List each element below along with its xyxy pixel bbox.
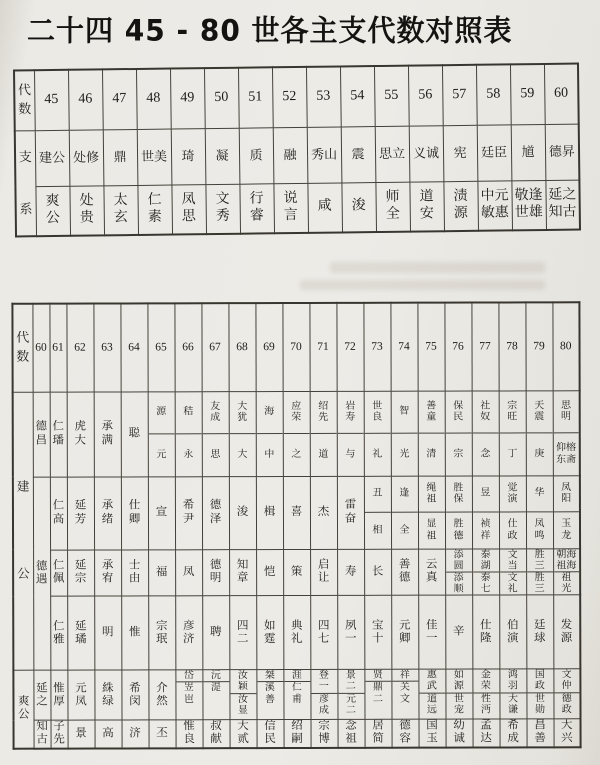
name-cell: 福 <box>148 549 175 596</box>
corner-cell: 代 数 <box>14 70 35 130</box>
generation-header-cell: 63 <box>93 303 120 391</box>
name-cell-upper: 景 二 <box>338 670 364 693</box>
split-name-cell <box>418 476 445 549</box>
name-cell: 秀山 <box>307 126 342 182</box>
name-cell: 太 玄 <box>103 185 138 235</box>
name-cell-lower: 仕 政 <box>507 518 518 541</box>
split-name-cell <box>202 670 229 720</box>
name-cell: 大 兴 <box>554 719 581 747</box>
name-cell-lower: 胜 德 <box>453 518 464 542</box>
name-cell: 济 <box>122 720 149 748</box>
name-cell-upper: 源 <box>148 392 174 434</box>
name-cell-upper: 逢 <box>391 476 417 512</box>
name-cell-lower: 世 勋 <box>534 692 545 716</box>
name-cell: 士 由 <box>121 549 148 596</box>
name-cell-upper: 华 <box>526 476 552 512</box>
split-name-cell <box>148 391 175 476</box>
name-cell: 浚 <box>341 182 376 232</box>
name-cell-upper: 惠 武 <box>419 670 445 693</box>
name-cell: 国 玉 <box>419 719 446 747</box>
split-name-cell <box>499 390 526 475</box>
name-cell-lower: 汝 显 <box>237 693 248 716</box>
name-cell-lower: 显 祖 <box>426 518 437 542</box>
split-name-cell <box>526 475 553 548</box>
split-name-cell <box>283 670 310 720</box>
name-cell-lower: 宗 <box>453 448 464 460</box>
name-cell: 思立 <box>375 126 410 182</box>
name-cell-upper: 绳 祖 <box>418 476 444 512</box>
name-cell-upper: 添 圆 <box>446 549 472 572</box>
name-cell-upper: 世 良 <box>364 391 390 433</box>
name-cell-upper: 文 仲 <box>554 670 580 693</box>
split-name-cell <box>472 390 499 475</box>
generation-header-cell: 64 <box>120 303 147 391</box>
name-cell-lower: 仰榕 东斋 <box>556 442 577 465</box>
name-cell: 延之 知古 <box>545 180 580 230</box>
name-cell: 寿 <box>337 549 364 596</box>
name-cell: 恺 <box>256 549 283 596</box>
corner-cell: 代 数 <box>12 304 32 392</box>
split-name-cell <box>526 669 553 719</box>
name-cell-upper: 涯 <box>284 670 310 682</box>
split-name-cell <box>445 549 472 596</box>
name-cell-upper: 宗 旺 <box>499 391 525 433</box>
name-cell-upper: 泰 湖 <box>473 549 499 572</box>
name-cell: 仁 佩 <box>50 550 67 597</box>
name-cell: 四 二 <box>229 596 256 670</box>
name-cell-lower: 清 <box>426 448 437 460</box>
name-cell: 孟 达 <box>473 719 500 747</box>
name-cell-lower: 祖 光 <box>561 572 572 595</box>
generation-header-cell: 54 <box>340 66 375 126</box>
branch-label-cell: 支 系 <box>15 130 36 236</box>
generation-header-cell: 47 <box>102 69 137 129</box>
name-cell-lower: 之 <box>291 448 302 460</box>
name-cell: 居 简 <box>365 720 392 748</box>
name-cell: 质 <box>239 127 274 183</box>
name-cell: 渍 源 <box>443 181 478 231</box>
name-cell: 廷 球 <box>526 595 553 669</box>
split-name-cell <box>391 391 418 476</box>
name-cell: 元 卿 <box>391 595 418 669</box>
name-cell: 启 让 <box>310 549 337 596</box>
name-cell: 宗 珉 <box>148 596 175 670</box>
generation-header-cell: 53 <box>306 66 341 126</box>
split-name-cell <box>175 391 202 476</box>
name-cell: 延 璚 <box>67 596 94 670</box>
generation-header-cell: 46 <box>68 69 103 129</box>
name-cell: 延 宗 <box>67 550 94 597</box>
generation-header-cell: 49 <box>170 68 205 128</box>
generation-header-cell: 67 <box>201 303 228 391</box>
name-cell-lower: 道 远 <box>426 693 437 716</box>
name-cell: 建公 <box>35 130 70 186</box>
generation-header-cell: 48 <box>136 69 171 129</box>
name-cell: 长 <box>364 549 391 596</box>
split-name-cell <box>256 391 283 476</box>
name-cell-upper: 昱 <box>472 476 498 512</box>
name-cell-upper: 沅 <box>203 670 229 682</box>
branch-label-cell: 爽 公 <box>13 670 33 748</box>
split-name-cell <box>526 390 553 475</box>
name-cell: 仕 隆 <box>472 595 499 669</box>
ink-bleed-artifact <box>300 280 545 290</box>
name-cell: 典 礼 <box>283 596 310 670</box>
name-cell: 伯 演 <box>499 595 526 669</box>
name-cell: 昌 善 <box>527 719 554 747</box>
name-cell: 聘 <box>202 596 229 670</box>
name-cell-lower: 德 政 <box>561 692 572 716</box>
name-cell-upper: 凤 阳 <box>553 476 579 512</box>
name-cell: 惟 厚 <box>50 670 67 720</box>
name-cell-upper: 桀 <box>257 670 283 682</box>
name-cell-upper: 岩 寿 <box>337 391 363 433</box>
name-cell: 希 尹 <box>175 476 202 549</box>
name-cell-lower: 玉 龙 <box>561 518 572 541</box>
name-cell-upper: 祥 <box>392 670 418 682</box>
name-cell-lower: 凤 鸣 <box>534 518 545 541</box>
name-cell: 震 <box>341 126 376 182</box>
name-cell: 馗 <box>511 124 546 180</box>
split-name-cell <box>391 669 418 719</box>
name-cell: 絑 绿 <box>94 670 121 720</box>
name-cell: 浚 <box>229 476 256 549</box>
generation-header-cell: 72 <box>336 303 363 391</box>
name-cell: 丕 <box>149 720 176 748</box>
generation-header-cell: 65 <box>147 303 174 391</box>
split-name-cell <box>499 548 526 595</box>
name-cell: 夙 一 <box>337 596 364 670</box>
name-cell-upper: 金 荣 <box>473 670 499 693</box>
name-cell: 元 凤 <box>67 670 94 720</box>
name-cell: 云 真 <box>418 549 445 596</box>
name-cell-lower: 祯 祥 <box>480 518 491 542</box>
split-name-cell <box>229 670 256 720</box>
name-cell-lower: 丁 <box>507 448 518 460</box>
name-cell-lower: 与 <box>345 448 356 460</box>
generation-header-cell: 61 <box>49 304 66 392</box>
name-cell: 虎 大 <box>67 392 94 477</box>
name-cell-lower: 元 <box>156 449 167 461</box>
name-cell: 佳 一 <box>418 595 445 669</box>
name-cell: 处修 <box>69 129 104 185</box>
generation-header-cell: 59 <box>510 64 545 124</box>
name-cell: 发 源 <box>553 595 580 669</box>
generation-header-cell: 58 <box>476 64 511 124</box>
name-cell: 惟 <box>121 596 148 670</box>
name-cell: 子 先 <box>51 720 68 748</box>
name-cell: 知 古 <box>34 720 51 748</box>
name-cell-upper: 应 荣 <box>283 391 309 433</box>
name-cell: 惟 良 <box>176 720 203 748</box>
generation-header-cell: 79 <box>525 302 552 390</box>
split-name-cell <box>364 476 391 549</box>
name-cell-upper: 保 民 <box>445 391 471 433</box>
generation-header-cell: 68 <box>228 303 255 391</box>
name-cell: 喜 <box>283 476 310 549</box>
split-name-cell <box>472 548 499 595</box>
branch-label-cell: 建 公 <box>13 392 34 671</box>
name-cell: 延 之 <box>33 670 50 720</box>
split-name-cell <box>445 476 472 549</box>
name-cell: 楫 <box>256 476 283 549</box>
generation-header-cell: 75 <box>417 303 444 391</box>
generation-header-cell: 73 <box>363 303 390 391</box>
name-cell: 文 秀 <box>205 184 240 234</box>
name-cell: 承 满 <box>94 391 121 476</box>
name-cell-lower: 永 <box>183 449 194 461</box>
name-cell-upper: 丑 <box>364 476 390 512</box>
split-name-cell <box>445 391 472 476</box>
generation-header-cell: 77 <box>471 302 498 390</box>
name-cell-lower: 思 <box>210 449 221 461</box>
name-cell-lower: 文 礼 <box>507 572 518 595</box>
generation-header-cell: 74 <box>390 303 417 391</box>
name-cell-lower: 泰 七 <box>480 572 491 595</box>
split-name-cell <box>445 669 472 719</box>
name-cell: 师 全 <box>375 182 410 232</box>
generation-header-cell: 66 <box>174 303 201 391</box>
name-cell: 琦 <box>171 128 206 184</box>
name-cell: 说 言 <box>273 183 308 233</box>
name-cell: 聪 <box>121 391 148 476</box>
generation-header-cell: 57 <box>442 65 477 125</box>
generation-header-cell: 71 <box>309 303 336 391</box>
name-cell-upper: 绍 先 <box>310 391 336 433</box>
split-name-cell <box>499 475 526 548</box>
split-name-cell <box>391 476 418 549</box>
name-cell: 行 睿 <box>239 183 274 233</box>
name-cell-lower: 大 <box>237 449 248 461</box>
split-name-cell <box>202 391 229 476</box>
generation-header-cell: 70 <box>282 303 309 391</box>
name-cell: 如 霆 <box>256 596 283 670</box>
name-cell: 凤 思 <box>171 184 206 234</box>
generation-header-cell: 60 <box>32 304 49 392</box>
name-cell: 绍 嗣 <box>284 720 311 748</box>
name-cell-upper: 海 <box>256 392 282 434</box>
name-cell: 念 祖 <box>338 720 365 748</box>
name-cell: 高 <box>95 720 122 748</box>
name-cell-upper: 如 源 <box>446 670 472 693</box>
name-cell-lower: 道 <box>318 448 329 460</box>
name-cell-lower: 关 文 <box>399 682 410 705</box>
split-name-cell <box>553 548 580 595</box>
name-cell: 凤 <box>175 549 202 596</box>
split-name-cell <box>553 669 580 719</box>
split-name-cell <box>526 548 553 595</box>
name-cell-lower: 大 谦 <box>507 693 518 716</box>
name-cell-lower: 礼 <box>372 448 383 460</box>
name-cell-lower: 全 <box>399 524 410 536</box>
name-cell: 德昇 <box>545 124 580 180</box>
name-cell: 中元 敏惠 <box>477 180 512 230</box>
name-cell-upper: 国 政 <box>527 670 553 693</box>
name-cell: 四 七 <box>310 596 337 670</box>
split-name-cell <box>553 475 580 548</box>
split-name-cell <box>553 390 580 475</box>
generation-header-cell: 69 <box>255 303 282 391</box>
lower-generation-table <box>11 301 581 749</box>
name-cell-upper: 觉 演 <box>499 476 525 512</box>
split-name-cell <box>229 391 256 476</box>
name-cell-upper: 秸 <box>175 392 201 434</box>
name-cell: 景 <box>68 720 95 748</box>
split-name-cell <box>256 670 283 720</box>
generation-header-cell: 80 <box>552 302 579 390</box>
generation-header-cell: 56 <box>408 65 443 125</box>
name-cell-lower: 胜 三 <box>534 572 545 595</box>
name-cell-lower: 念 <box>480 448 491 460</box>
split-name-cell <box>472 669 499 719</box>
name-cell: 知 章 <box>229 549 256 596</box>
name-cell-upper: 文 当 <box>500 549 526 572</box>
name-cell: 处 贵 <box>69 185 104 235</box>
name-cell: 仕 卿 <box>121 476 148 549</box>
name-cell: 明 <box>94 596 121 670</box>
name-cell: 仁 雅 <box>50 596 67 670</box>
name-cell: 鼎 <box>103 129 138 185</box>
name-cell-lower: 彦 成 <box>318 693 329 716</box>
name-cell-lower: 中 <box>264 448 275 460</box>
split-name-cell <box>472 475 499 548</box>
name-cell-upper: 社 奴 <box>472 391 498 433</box>
generation-header-cell: 62 <box>66 304 93 392</box>
name-cell: 杰 <box>310 476 337 549</box>
name-cell: 彦 济 <box>175 596 202 670</box>
name-cell-lower: 鼎 二 <box>372 682 383 705</box>
name-cell-upper: 天 震 <box>526 391 552 433</box>
name-cell-upper: 朝海 祖海 <box>554 549 580 572</box>
name-cell: 仁 素 <box>137 185 172 235</box>
name-cell: 德 泽 <box>202 476 229 549</box>
split-name-cell <box>337 670 364 720</box>
name-cell: 信 民 <box>257 720 284 748</box>
name-cell-upper: 胜 保 <box>445 476 471 512</box>
name-cell-lower: 溪 善 <box>264 682 275 705</box>
name-cell-upper: 智 <box>391 391 417 433</box>
name-cell-upper: 贤 <box>365 670 391 682</box>
name-cell: 德 明 <box>202 549 229 596</box>
name-cell-lower: 世 宠 <box>453 693 464 716</box>
name-cell-lower: 仁 甫 <box>291 682 302 705</box>
name-cell: 廷臣 <box>477 124 512 180</box>
name-cell: 希 闵 <box>121 670 148 720</box>
branch-label-cell: 德 遇 <box>33 477 51 671</box>
upper-generation-table <box>13 63 581 237</box>
name-cell: 义诚 <box>409 125 444 181</box>
name-cell: 宗 博 <box>311 720 338 748</box>
split-name-cell <box>310 391 337 476</box>
name-cell-lower: 岦 岜 <box>183 682 194 705</box>
name-cell: 德 容 <box>392 719 419 747</box>
name-cell-upper: 登 一 <box>311 670 337 693</box>
name-cell-upper: 胜 三 <box>527 549 553 572</box>
name-cell: 介 然 <box>148 670 175 720</box>
name-cell: 承 宥 <box>94 549 121 596</box>
name-cell: 道 安 <box>409 181 444 231</box>
split-name-cell <box>418 669 445 719</box>
name-cell: 叔 献 <box>203 720 230 748</box>
name-cell: 爽 公 <box>35 186 70 236</box>
name-cell-upper: 善 童 <box>418 391 444 433</box>
split-name-cell <box>364 391 391 476</box>
page-title: 二十四 45 - 80 世各主支代数对照表 <box>27 13 513 48</box>
split-name-cell <box>310 670 337 720</box>
split-name-cell <box>337 391 364 476</box>
generation-header-cell: 50 <box>204 68 239 128</box>
name-cell: 辛 <box>445 595 472 669</box>
generation-header-cell: 76 <box>444 303 471 391</box>
name-cell-upper: 友 成 <box>202 392 228 434</box>
split-name-cell <box>418 391 445 476</box>
split-name-cell <box>283 391 310 476</box>
split-name-cell <box>175 670 202 720</box>
generation-header-cell: 78 <box>498 302 525 390</box>
name-cell: 希 成 <box>500 719 527 747</box>
name-cell: 咸 <box>307 182 342 232</box>
name-cell: 善 德 <box>391 549 418 596</box>
name-cell-lower: 湜 <box>210 682 221 694</box>
name-cell: 融 <box>273 127 308 183</box>
generation-header-cell: 51 <box>238 67 273 127</box>
name-cell: 承 绪 <box>94 476 121 549</box>
name-cell-upper: 岱 <box>176 670 202 682</box>
ink-bleed-artifact <box>330 262 545 273</box>
name-cell-lower: 元 二 <box>345 693 356 716</box>
name-cell-lower: 庚 <box>534 448 545 460</box>
name-cell-lower: 光 <box>399 448 410 460</box>
name-cell-lower: 相 <box>372 524 383 536</box>
generation-header-cell: 45 <box>34 70 69 130</box>
name-cell-upper: 鸿 羽 <box>500 670 526 693</box>
name-cell: 宣 <box>148 476 175 549</box>
name-cell: 策 <box>283 549 310 596</box>
generation-header-cell: 60 <box>544 64 579 124</box>
split-name-cell <box>364 670 391 720</box>
name-cell: 雷 奋 <box>337 476 364 549</box>
generation-header-cell: 55 <box>374 66 409 126</box>
name-cell-upper: 大 犹 <box>229 392 255 434</box>
name-cell-upper: 汝 颖 <box>230 670 256 693</box>
name-cell: 仁 璠 <box>50 392 67 477</box>
name-cell: 世美 <box>137 129 172 185</box>
generation-header-cell: 52 <box>272 67 307 127</box>
name-cell-upper: 思 明 <box>553 391 579 433</box>
name-cell-lower: 添 顺 <box>453 572 464 595</box>
name-cell: 敬逢 世雄 <box>511 180 546 230</box>
name-cell: 大 贰 <box>230 720 257 748</box>
name-cell: 仁 高 <box>50 477 67 550</box>
name-cell: 延 芳 <box>67 477 94 550</box>
name-cell: 凝 <box>205 128 240 184</box>
name-cell: 幼 诚 <box>446 719 473 747</box>
name-cell-lower: 性 沔 <box>480 693 491 716</box>
split-name-cell <box>499 669 526 719</box>
name-cell: 宝 十 <box>364 596 391 670</box>
name-cell: 宪 <box>443 125 478 181</box>
name-cell: 德 昌 <box>33 392 50 477</box>
